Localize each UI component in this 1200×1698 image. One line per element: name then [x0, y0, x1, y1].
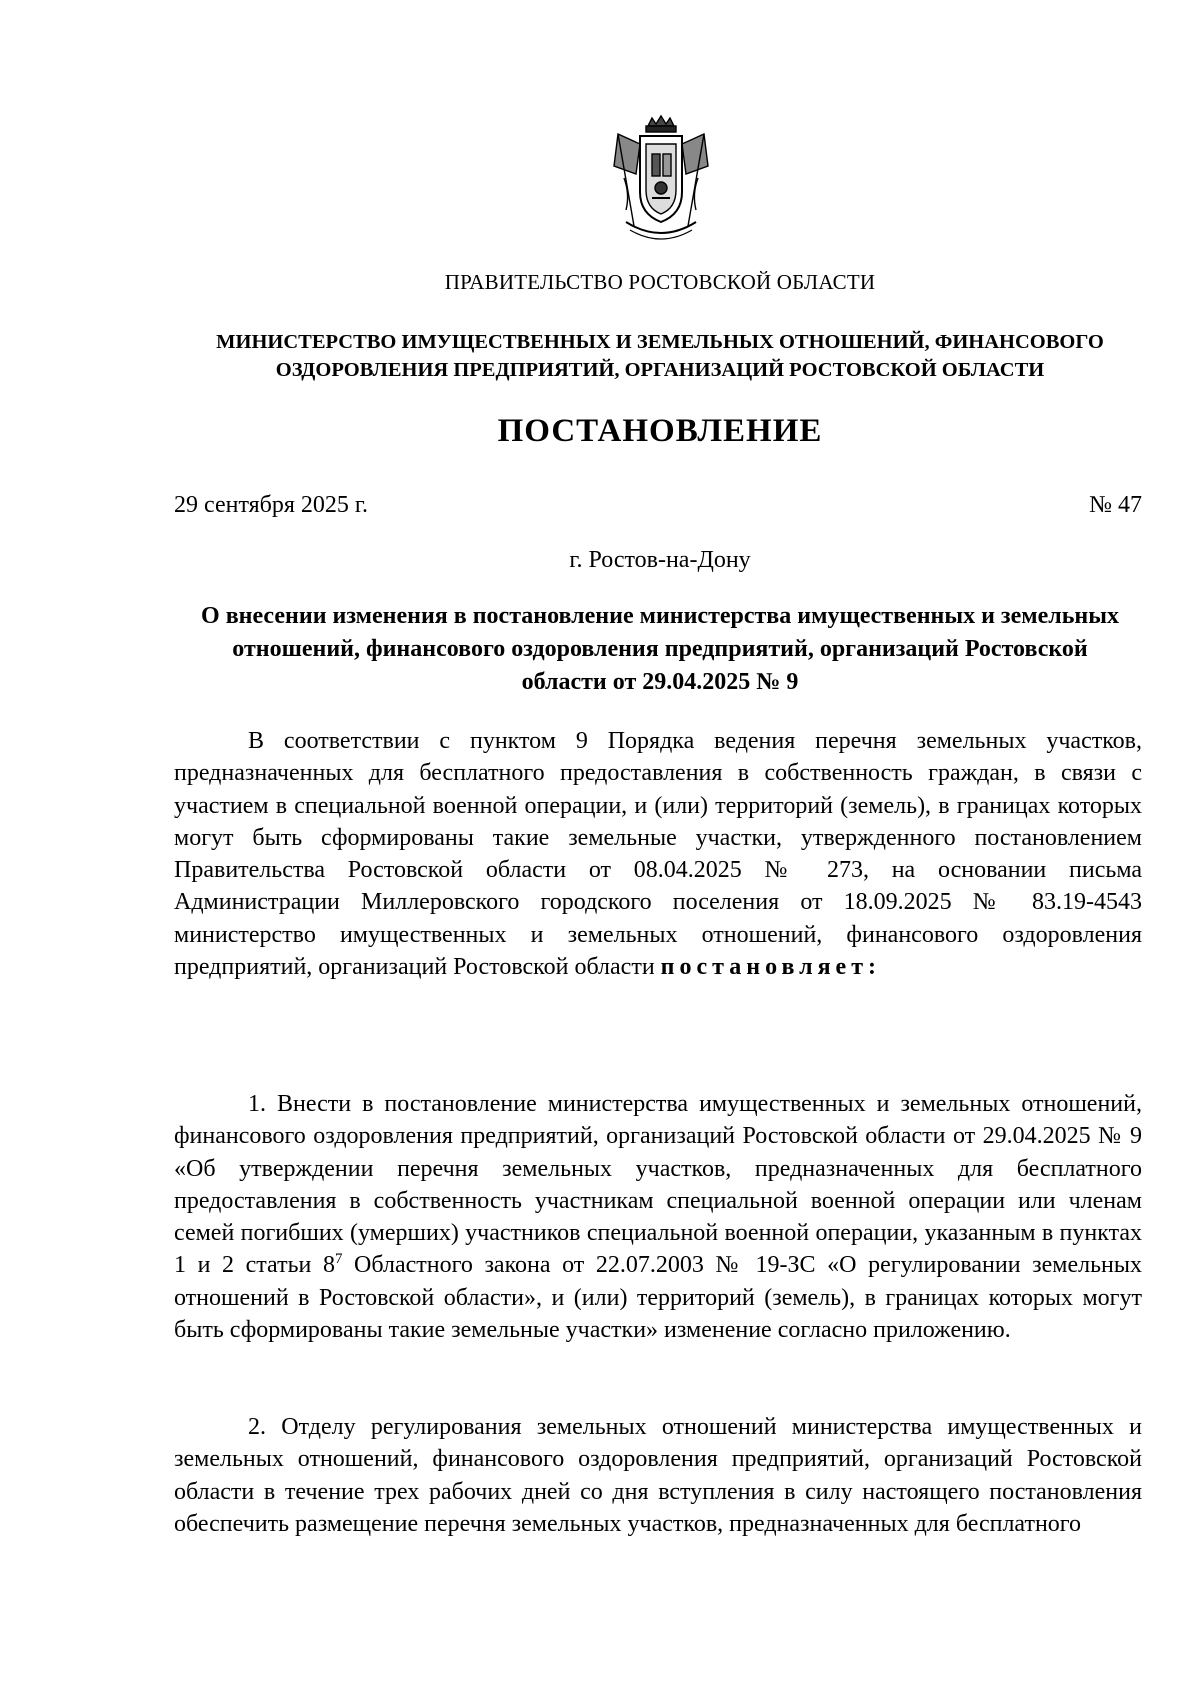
preamble-body: В соответствии с пунктом 9 Порядка ведения перечня земельных участков, предназначенных для бесплатного предоставления в собственность граждан, в связи с участием в специальной военной операции, и (или) территорий (земель), в границах которых могут быть сформированы такие земельные участки, утвержденного постановлением Правительства Ростовской области от 08.04.2025 № 273, на основании письма Администрации Миллеровского городского поселения от 18.09.2025 № 83.19-4543 министерство имущественных и земельных отношений, финансового оздоровления предприятий, организаций Ростовской области — [174, 728, 1142, 981]
ministry-name: МИНИСТЕРСТВО ИМУЩЕСТВЕННЫХ И ЗЕМЕЛЬНЫХ ОТНОШЕНИЙ, ФИНАНСОВОГО ОЗДОРОВЛЕНИЯ ПРЕДПРИЯТИЙ, ОРГАНИЗАЦИЙ РОСТОВСКОЙ ОБЛАСТИ — [216, 331, 1104, 381]
item-1-superscript: 7 — [334, 1251, 343, 1268]
item-1-part-2: Областного закона от 22.07.2003 № 19-ЗС «О регулировании земельных отношений в Ростовской области», и (или) территорий (земель), в границах которых могут быть сформированы такие земельные участки» изменение согласно приложению. — [174, 1252, 1142, 1344]
item-1-paragraph — [174, 1088, 1142, 1346]
item-2-text: 2. Отделу регулирования земельных отношений министерства имущественных и земельных отношений, финансового оздоровления предприятий, организаций Ростовской области в течение трех рабочих дней со дня вступления в силу настоящего постановления обеспечить размещение перечня земельных участков, предназначенных для бесплатного — [174, 1414, 1142, 1537]
document-subject: О внесении изменения в постановление министерства имущественных и земельных отношений, финансового оздоровления предприятий, организаций Ростовской области от 29.04.2025 № 9 — [201, 603, 1119, 695]
resolves-word: постановляет: — [660, 954, 881, 981]
government-name: ПРАВИТЕЛЬСТВО РОСТОВСКОЙ ОБЛАСТИ — [444, 270, 876, 294]
document-number: № 47 — [1089, 492, 1142, 518]
document-date: 29 сентября 2025 г. — [174, 492, 369, 518]
preamble-paragraph — [174, 725, 1142, 983]
document-city: г. Ростов-на-Дону — [569, 547, 751, 573]
item-1-text — [174, 1088, 1142, 1346]
preamble-text — [174, 725, 1142, 983]
coat-of-arms-emblem — [600, 114, 722, 244]
item-2-paragraph — [174, 1411, 1142, 1540]
item-1-part-1: 1. Внести в постановление министерства имущественных и земельных отношений, финансового оздоровления предприятий, организаций Ростовской области от 29.04.2025 № 9 «Об утверждении перечня земельных участков, предназначенных для бесплатного предоставления в собственность участникам специальной военной операции или членам семей погибших (умерших) участников специальной военной операции, указанным в пунктах 1 и 2 статьи 8 — [174, 1091, 1142, 1279]
coat-of-arms-icon — [600, 114, 722, 244]
document-title: ПОСТАНОВЛЕНИЕ — [497, 413, 823, 449]
